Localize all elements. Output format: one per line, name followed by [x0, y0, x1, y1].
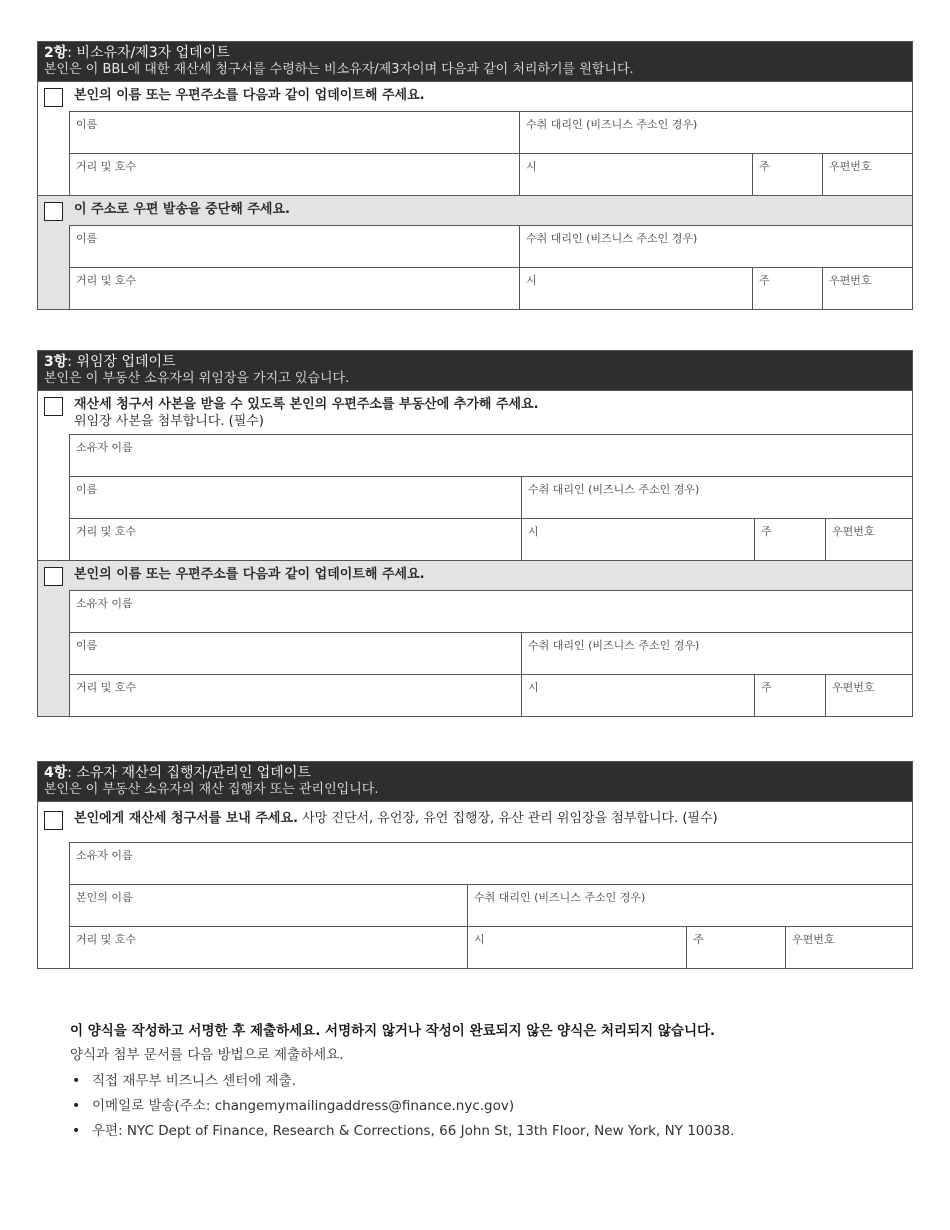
section-4-number: 4항: [44, 765, 68, 781]
section-2-number: 2항: [44, 45, 68, 61]
section-3: [37, 350, 913, 717]
field-2a-state[interactable]: 주: [752, 154, 822, 195]
field-3b-street[interactable]: 거리 및 호수: [76, 681, 137, 694]
field-2a-street[interactable]: 거리 및 호수: [76, 160, 137, 173]
option-3b-label: 본인의 이름 또는 우편주소를 다음과 같이 업데이트해 주세요.: [74, 567, 425, 582]
field-3b-owner[interactable]: 소유자 이름: [76, 597, 133, 610]
option-2b-label: 이 주소로 우편 발송을 중단해 주세요.: [74, 202, 290, 217]
field-2a-zip[interactable]: 우편번호: [822, 154, 912, 195]
field-3a-zip[interactable]: 우편번호: [825, 519, 912, 560]
checkbox-2b[interactable]: [44, 202, 63, 221]
field-3a-attn[interactable]: 수취 대리인 (비즈니스 주소인 경우): [521, 477, 912, 518]
section-3-subtitle: 본인은 이 부동산 소유자의 위임장을 가지고 있습니다.: [44, 371, 350, 386]
section-2: [37, 41, 913, 310]
field-2a-attn[interactable]: 수취 대리인 (비즈니스 주소인 경우): [519, 112, 912, 153]
method-in-person: • 직접 재무부 비즈니스 센터에 제출.: [70, 1069, 890, 1094]
checkbox-3b[interactable]: [44, 567, 63, 586]
field-3a-owner[interactable]: 소유자 이름: [76, 441, 133, 454]
field-3a-street[interactable]: 거리 및 호수: [76, 525, 137, 538]
field-2b-zip[interactable]: 우편번호: [822, 268, 912, 309]
section-2-header: [38, 42, 912, 81]
checkbox-4a[interactable]: [44, 811, 63, 830]
section-2-title: : 비소유자/제3자 업데이트: [67, 45, 230, 61]
option-4a-label: 본인에게 재산세 청구서를 보내 주세요.: [74, 811, 298, 826]
section-3-title: : 위임장 업데이트: [67, 354, 176, 370]
field-2b-attn[interactable]: 수취 대리인 (비즈니스 주소인 경우): [519, 226, 912, 267]
section-2-subtitle: 본인은 이 BBL에 대한 재산세 청구서를 수령하는 비소유자/제3자이며 다음과 같이 처리하기를 원합니다.: [44, 62, 634, 77]
method-email: • 이메일로 발송(주소: changemymailingaddress@finance.nyc.gov): [70, 1094, 890, 1119]
field-2b-state[interactable]: 주: [752, 268, 822, 309]
field-4a-name[interactable]: 본인의 이름: [76, 891, 133, 904]
section-4-header: [38, 762, 912, 801]
field-2b-street[interactable]: 거리 및 호수: [76, 274, 137, 287]
field-4a-attn[interactable]: 수취 대리인 (비즈니스 주소인 경우): [467, 885, 912, 926]
section-4-subtitle: 본인은 이 부동산 소유자의 재산 집행자 또는 관리인입니다.: [44, 782, 379, 797]
option-3a-label: 재산세 청구서 사본을 받을 수 있도록 본인의 우편주소를 부동산에 추가해 주세요.: [74, 397, 539, 412]
section-4-title: : 소유자 재산의 집행자/관리인 업데이트: [67, 765, 311, 781]
method-mail: • 우편: NYC Dept of Finance, Research & Corrections, 66 John St, 13th Floor, New York, NY 10038.: [70, 1119, 890, 1144]
field-4a-city[interactable]: 시: [467, 927, 686, 968]
option-3a-note: 위임장 사본을 첨부합니다. (필수): [74, 414, 264, 429]
section-3-option-update: [38, 560, 912, 716]
option-2a-label: 본인의 이름 또는 우편주소를 다음과 같이 업데이트해 주세요.: [74, 88, 425, 103]
checkbox-2a[interactable]: [44, 88, 63, 107]
instruction-text: 이 양식을 작성하고 서명한 후 제출하세요. 서명하지 않거나 작성이 완료되지 않은 양식은 처리되지 않습니다.: [70, 1023, 716, 1039]
field-3a-name[interactable]: 이름: [76, 483, 98, 496]
field-2b-name[interactable]: 이름: [76, 232, 98, 245]
section-4: [37, 761, 913, 969]
field-3a-state[interactable]: 주: [754, 519, 825, 560]
field-2a-name[interactable]: 이름: [76, 118, 98, 131]
field-2a-city[interactable]: 시: [519, 154, 752, 195]
field-3b-zip[interactable]: 우편번호: [825, 675, 912, 716]
section-2-option-stop: [38, 195, 912, 309]
section-3-header: [38, 351, 912, 390]
section-2-option-update: [38, 81, 912, 195]
field-3a-city[interactable]: 시: [521, 519, 754, 560]
field-3b-city[interactable]: 시: [521, 675, 754, 716]
field-4a-zip[interactable]: 우편번호: [785, 927, 912, 968]
methods-intro: 양식과 첨부 문서를 다음 방법으로 제출하세요.: [70, 1047, 344, 1063]
field-4a-state[interactable]: 주: [686, 927, 785, 968]
field-4a-street[interactable]: 거리 및 호수: [76, 933, 137, 946]
field-3b-attn[interactable]: 수취 대리인 (비즈니스 주소인 경우): [521, 633, 912, 674]
section-4-option-send: [38, 801, 912, 968]
checkbox-3a[interactable]: [44, 397, 63, 416]
field-2b-city[interactable]: 시: [519, 268, 752, 309]
methods-list: [70, 1069, 890, 1144]
field-3b-name[interactable]: 이름: [76, 639, 98, 652]
field-4a-owner[interactable]: 소유자 이름: [76, 849, 133, 862]
option-4a-note: 사망 진단서, 유언장, 유언 집행장, 유산 관리 위임장을 첨부합니다. (필수): [297, 811, 718, 826]
section-3-number: 3항: [44, 354, 68, 370]
section-3-option-add: [38, 390, 912, 560]
field-3b-state[interactable]: 주: [754, 675, 825, 716]
submission-instructions: [70, 1020, 890, 1144]
